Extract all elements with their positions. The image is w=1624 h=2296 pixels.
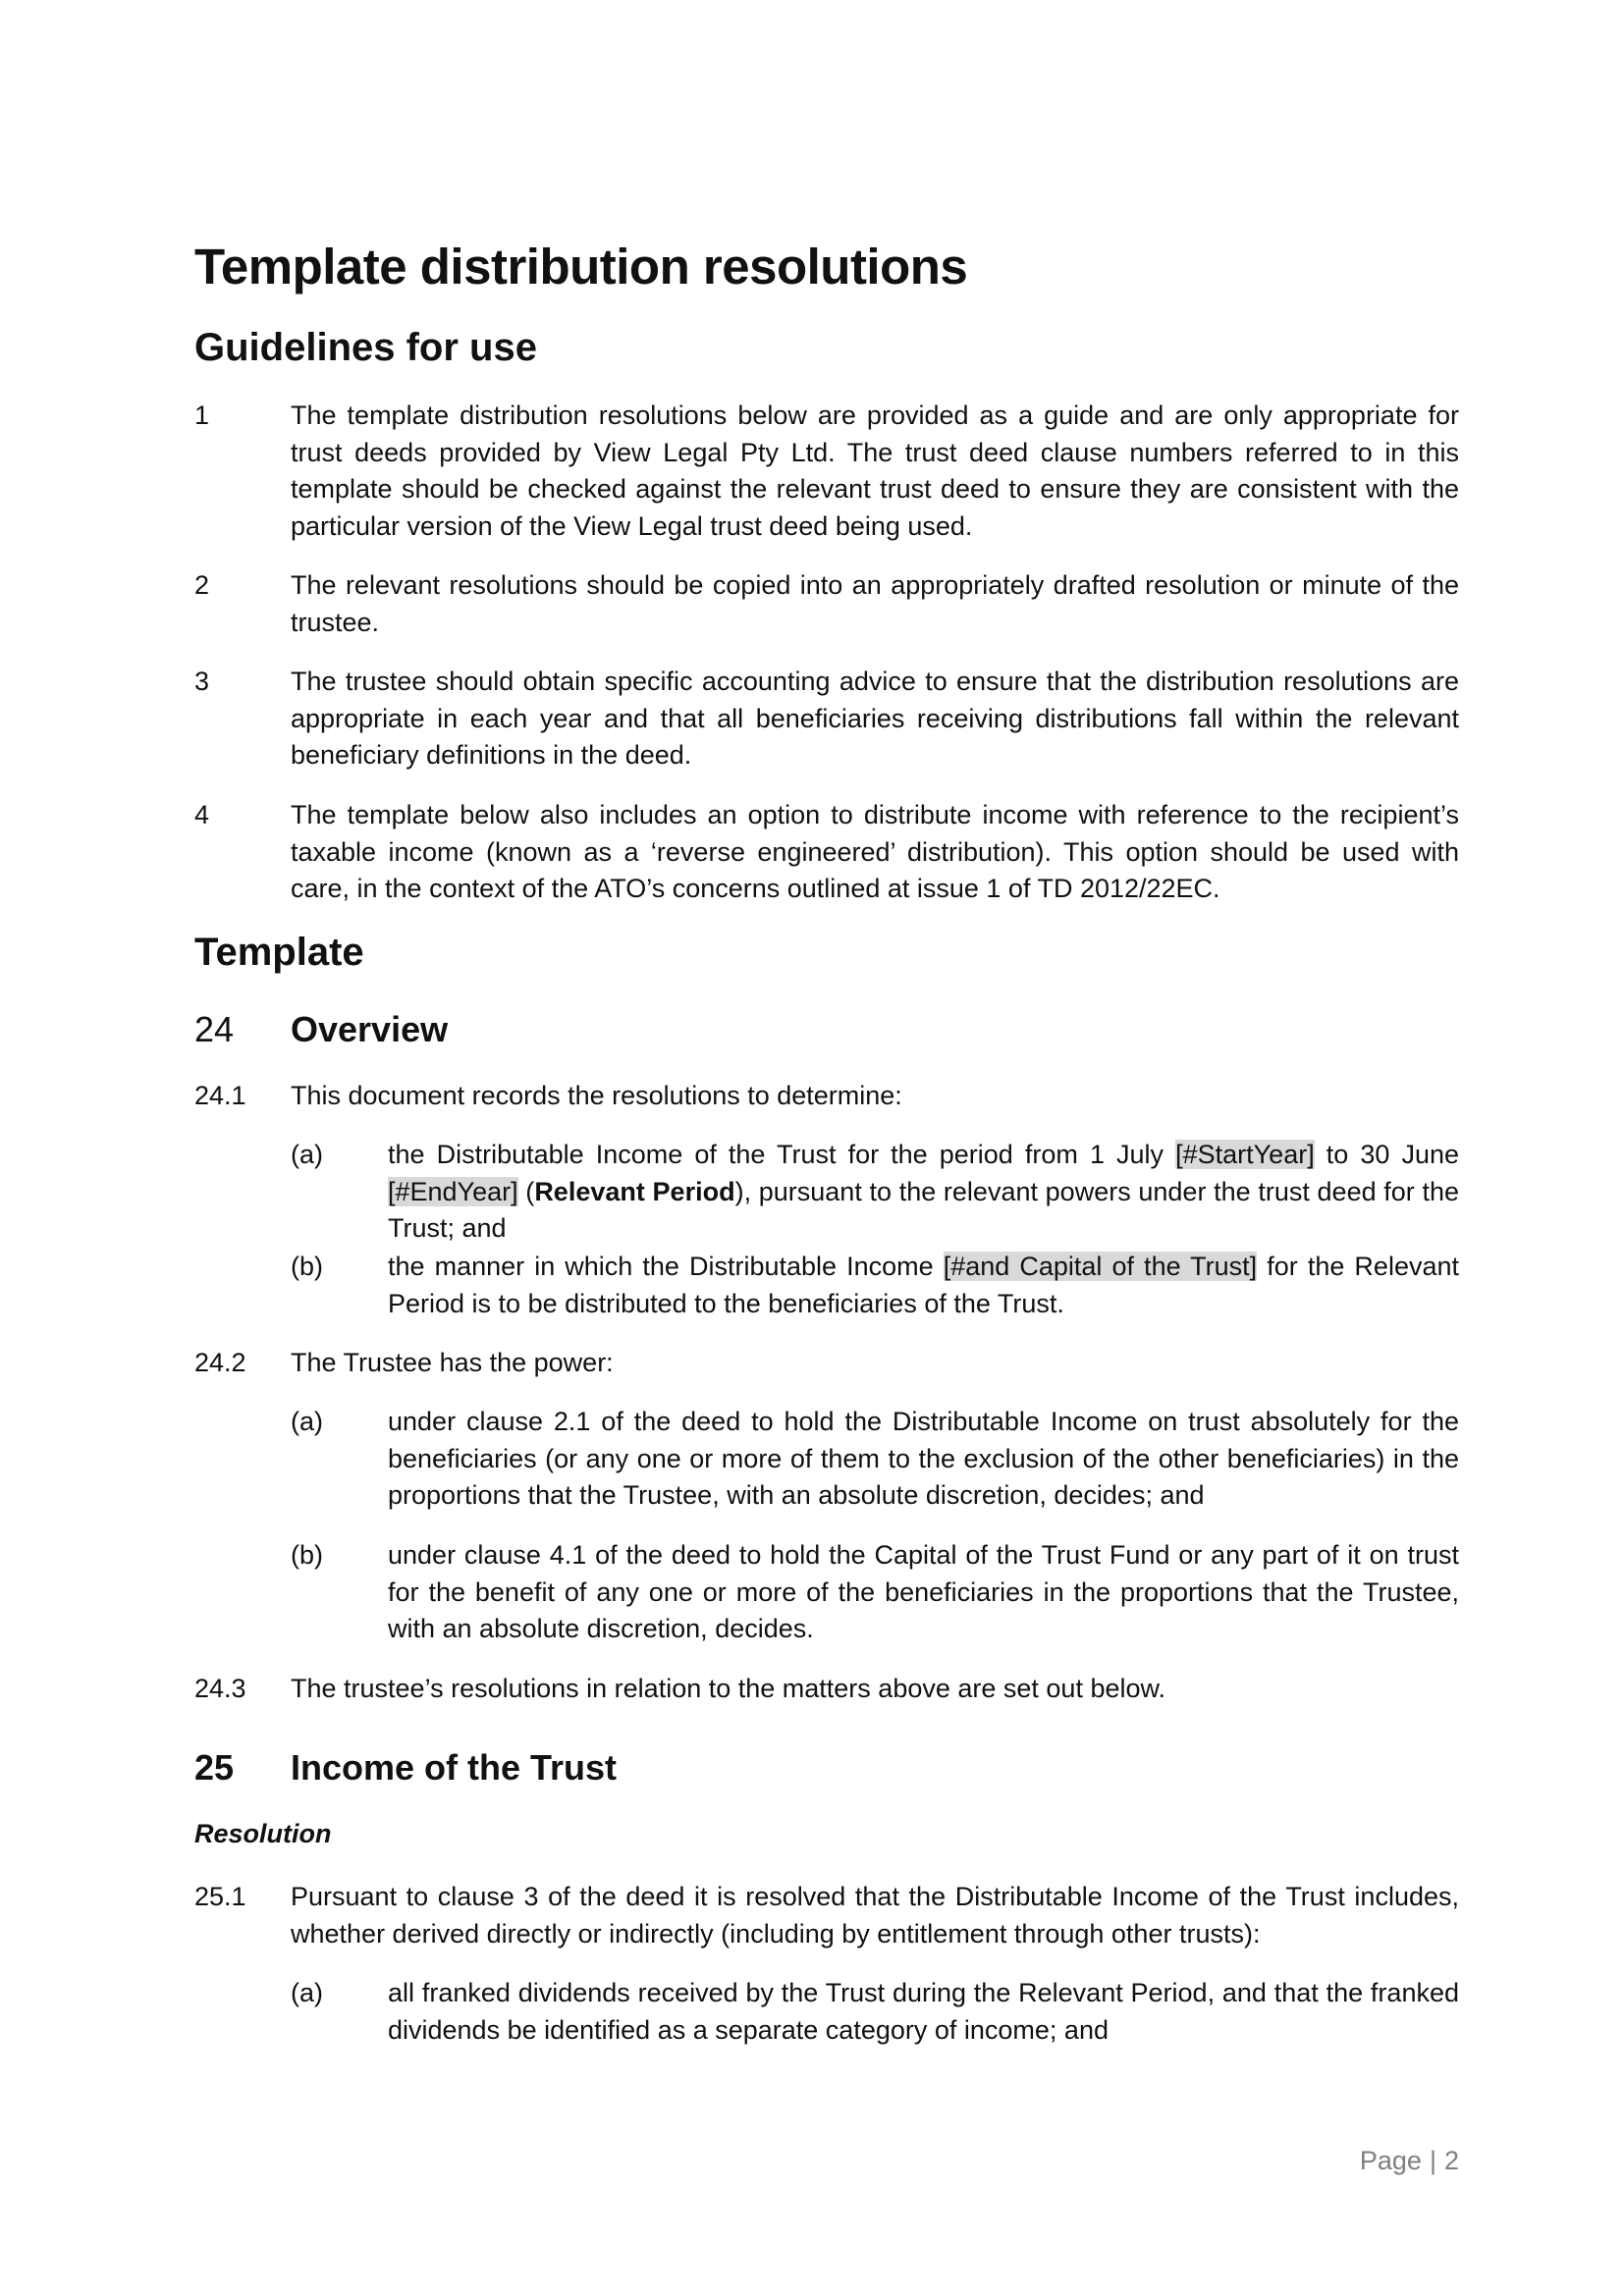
guidelines-heading: Guidelines for use [194, 326, 537, 369]
subclause-number: 24.2 [194, 1348, 246, 1377]
paragraph-label: (a) [291, 1978, 323, 2007]
clause-title: Income of the Trust [291, 1747, 618, 1788]
resolution-label: Resolution [194, 1819, 332, 1848]
subclause-number: 25.1 [194, 1882, 246, 1911]
guideline-text: The trustee should obtain specific accounting advice to ensure that the distribution resolutions are appropriate in each year and that all beneficiaries receiving distributions fall within the relevant beneficiary definitions in the deed. [291, 667, 1459, 770]
start-year-placeholder: [#StartYear] [1175, 1140, 1315, 1169]
clause-number: 25 [194, 1747, 235, 1788]
subclause-number: 24.1 [194, 1081, 246, 1110]
document-title: Template distribution resolutions [194, 239, 968, 294]
paragraph-text: the manner in which the Distributable Income [#and Capital of the Trust] for the Relevant Period is to be distributed to the beneficiaries of the Trust. [388, 1252, 1459, 1318]
guideline-text: The relevant resolutions should be copied into an appropriately drafted resolution or minute of the trustee. [291, 570, 1459, 637]
end-year-placeholder: [#EndYear] [388, 1176, 518, 1206]
subclause-number: 24.3 [194, 1674, 246, 1703]
capital-placeholder: [#and Capital of the Trust] [943, 1252, 1258, 1281]
page-number: 2 [1443, 2146, 1459, 2175]
paragraph-label: (b) [291, 1252, 323, 1281]
defined-term: Relevant Period [534, 1176, 735, 1206]
guideline-number: 4 [194, 800, 210, 829]
subclause-text: This document records the resolutions to determine: [291, 1081, 902, 1110]
subclause-text: The Trustee has the power: [291, 1348, 614, 1377]
template-heading: Template [194, 931, 364, 974]
guideline-number: 2 [194, 570, 210, 600]
clause-title: Overview [291, 1009, 449, 1049]
subclause-text: Pursuant to clause 3 of the deed it is resolved that the Distributable Income of the Trust includes, whether derived directly or indirectly (including by entitlement through other trusts): [291, 1882, 1459, 1949]
guideline-number: 1 [194, 400, 210, 430]
guideline-number: 3 [194, 667, 210, 696]
guideline-text: The template distribution resolutions below are provided as a guide and are only appropriate for trust deeds provided by View Legal Pty Ltd. The trust deed clause numbers referred to in this template should be checked against the relevant trust deed to ensure they are consistent with the particular version of the View Legal trust deed being used. [291, 400, 1459, 541]
page-separator: | [1429, 2146, 1436, 2175]
paragraph-text: all franked dividends received by the Trust during the Relevant Period, and that the franked dividends be identified as a separate category of income; and [388, 1978, 1459, 2045]
paragraph-text: the Distributable Income of the Trust for the period from 1 July [#StartYear] to 30 June [#EndYear] (Relevant Period), pursuant to the relevant powers under the trust deed for the Trust; and [388, 1140, 1460, 1243]
paragraph-text: under clause 2.1 of the deed to hold the Distributable Income on trust absolutely for the beneficiaries (or any one or more of them to the exclusion of the other beneficiaries) in the proportions that the Trustee, with an absolute discretion, decides; and [388, 1407, 1459, 1510]
paragraph-label: (a) [291, 1407, 323, 1436]
page-label: Page [1359, 2146, 1422, 2175]
page-footer [1355, 2146, 1459, 2176]
paragraph-label: (b) [291, 1540, 323, 1570]
paragraph-text: under clause 4.1 of the deed to hold the Capital of the Trust Fund or any part of it on trust for the benefit of any one or more of the beneficiaries in the proportions that the Trustee, with an absolute discretion, decides. [388, 1540, 1459, 1643]
subclause-text: The trustee’s resolutions in relation to the matters above are set out below. [291, 1674, 1165, 1703]
clause-number: 24 [194, 1009, 235, 1049]
guideline-text: The template below also includes an option to distribute income with reference to the recipient’s taxable income (known as a ‘reverse engineered’ distribution). This option should be used with care, in the context of the ATO’s concerns outlined at issue 1 of TD 2012/22EC. [291, 800, 1459, 903]
paragraph-label: (a) [291, 1140, 323, 1169]
